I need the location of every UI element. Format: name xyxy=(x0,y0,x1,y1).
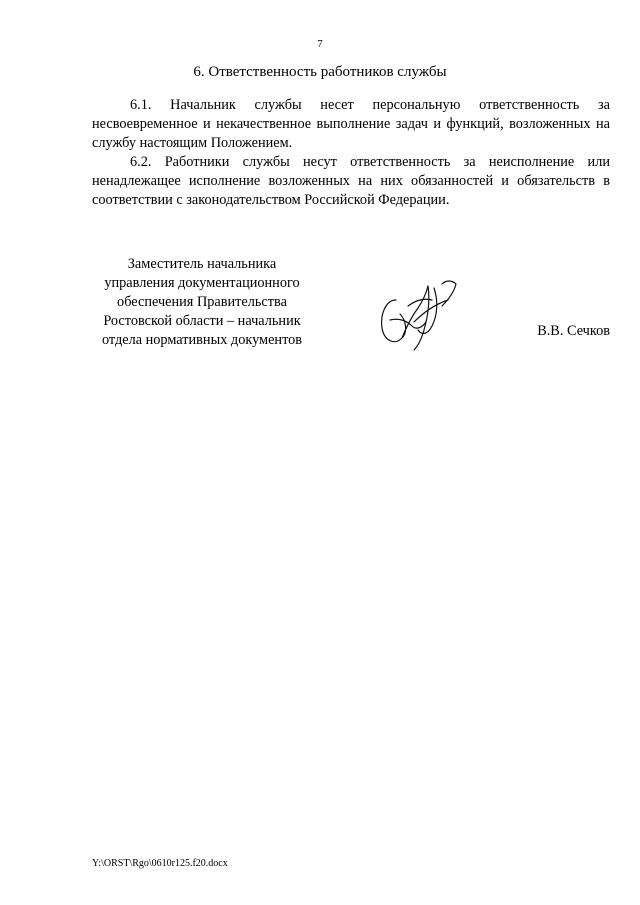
signatory-position-line: обеспечения Правительства xyxy=(117,294,287,310)
section-heading: 6. Ответственность работников службы xyxy=(193,64,447,80)
file-path: Y:\ORST\Rgo\0610r125.f20.docx xyxy=(92,858,228,869)
signatory-position-line: Ростовской области – начальник xyxy=(103,313,301,329)
signatory-position-line: Заместитель начальника xyxy=(127,256,277,272)
signatory-position xyxy=(92,255,312,350)
handwritten-signature xyxy=(372,270,462,354)
signatory-position-line: отдела нормативных документов xyxy=(101,332,303,348)
signatory-name: В.В. Сечков xyxy=(537,323,610,339)
page-number: 7 xyxy=(317,38,323,50)
paragraph-6-1: 6.1. Начальник службы несет персональную ответственность за несвоевременное и некачественное выполнение задач и функций, возложенных на службу настоящим Положением. xyxy=(92,97,610,151)
paragraph-6-2: 6.2. Работники службы несут ответственность за неисполнение или ненадлежащее исполнение возложенных на них обязанностей и обязательств в соответствии с законодательством Российской Федерации. xyxy=(92,154,610,208)
section-body xyxy=(92,96,610,210)
signatory-position-line: управления документационного xyxy=(104,275,300,291)
